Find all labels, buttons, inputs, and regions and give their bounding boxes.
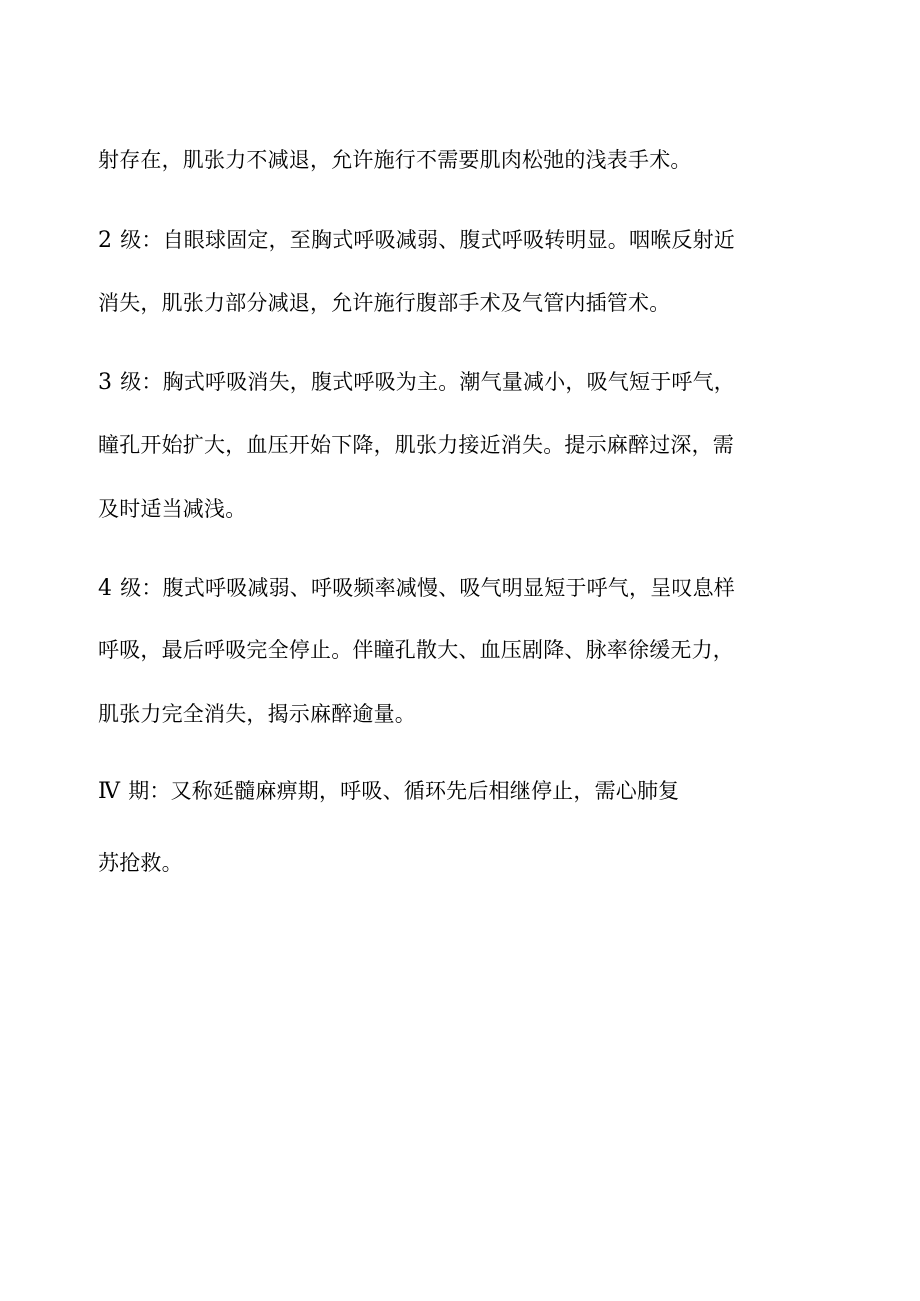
paragraph-line — [98, 848, 183, 878]
text: 级：胸式呼吸消失，腹式呼吸为主。潮气量减小，吸气短于呼气， — [120, 370, 736, 394]
level-number: 2 — [98, 228, 113, 253]
level-2-heading-line — [98, 225, 735, 255]
stage-iv-heading-line — [98, 776, 679, 806]
paragraph-line — [98, 494, 246, 524]
text: 苏抢救。 — [98, 851, 183, 875]
text: 级：自眼球固定，至胸式呼吸减弱、腹式呼吸转明显。咽喉反射近 — [120, 228, 736, 252]
level-number: 4 — [98, 576, 113, 601]
paragraph-line — [98, 635, 734, 665]
paragraph-line — [98, 699, 416, 729]
text: 呼吸，最后呼吸完全停止。伴瞳孔散大、血压剧降、脉率徐缓无力， — [98, 638, 734, 662]
paragraph-line — [98, 145, 692, 175]
stage-number: Ⅳ — [98, 779, 121, 804]
text: 及时适当减浅。 — [98, 497, 247, 521]
paragraph-line — [98, 288, 670, 318]
text: 瞳孔开始扩大，血压开始下降，肌张力接近消失。提示麻醉过深，需 — [98, 433, 734, 457]
level-4-heading-line — [98, 573, 735, 603]
text: 级：腹式呼吸减弱、呼吸频率减慢、吸气明显短于呼气，呈叹息样 — [120, 576, 736, 600]
paragraph-line — [98, 430, 734, 460]
level-3-heading-line — [98, 367, 735, 397]
text: 消失，肌张力部分减退，允许施行腹部手术及气管内插管术。 — [98, 291, 671, 315]
level-number: 3 — [98, 370, 113, 395]
text: 肌张力完全消失，揭示麻醉逾量。 — [98, 702, 416, 726]
text: 期：又称延髓麻痹期，呼吸、循环先后相继停止，需心肺复 — [128, 779, 680, 803]
text: 射存在，肌张力不减退，允许施行不需要肌肉松弛的浅表手术。 — [98, 148, 692, 172]
